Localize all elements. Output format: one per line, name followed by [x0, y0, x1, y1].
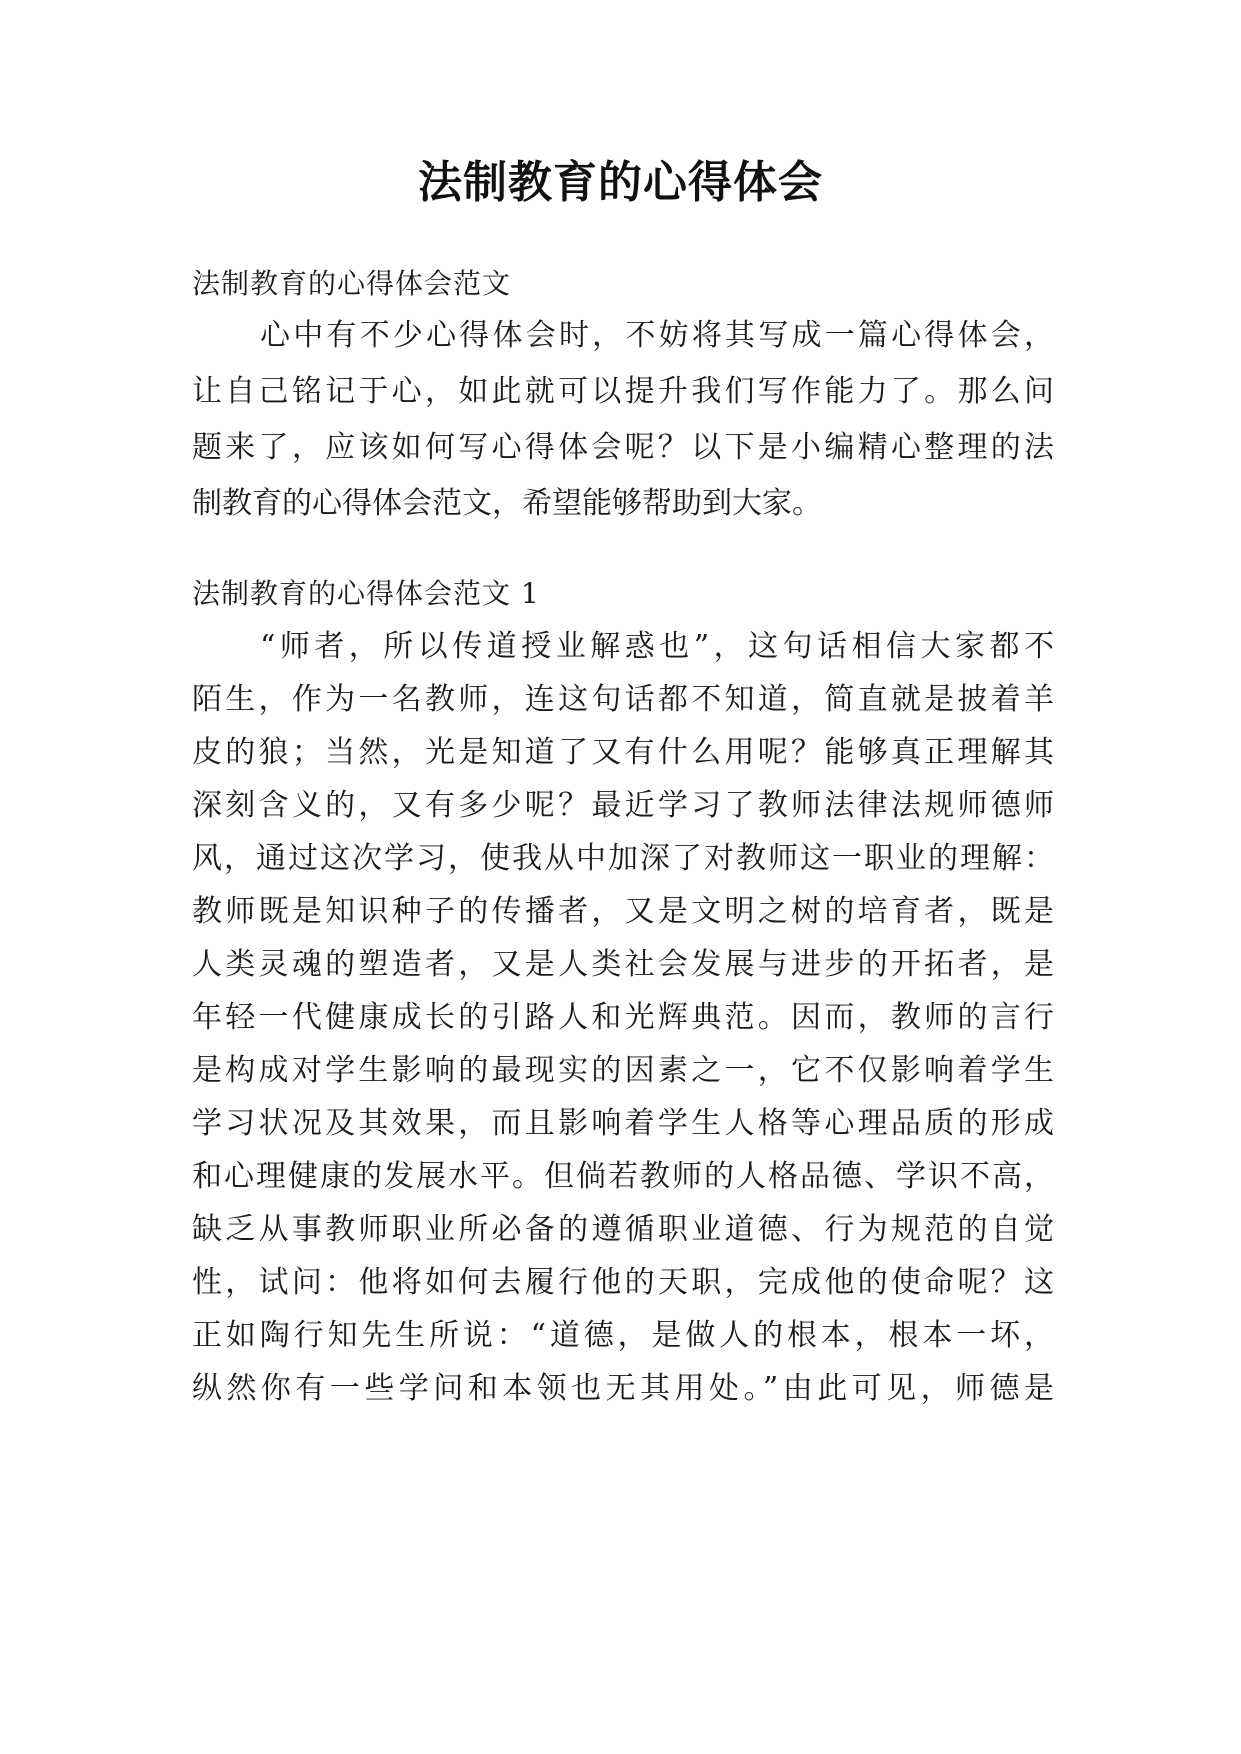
paragraph-line: 深刻含义的，又有多少呢？最近学习了教师法律法规师德师	[192, 788, 1054, 823]
paragraph-line: 制教育的心得体会范文，希望能够帮助到大家。	[192, 486, 822, 521]
paragraph-line: 教师既是知识种子的传播者，又是文明之树的培育者，既是	[192, 894, 1054, 929]
paragraph-line: 缺乏从事教师职业所必备的遵循职业道德、行为规范的自觉	[192, 1212, 1054, 1247]
paragraph-line: 皮的狼；当然，光是知道了又有什么用呢？能够真正理解其	[192, 735, 1054, 770]
paragraph-line: 学习状况及其效果，而且影响着学生人格等心理品质的形成	[192, 1106, 1054, 1141]
paragraph-line: 和心理健康的发展水平。但倘若教师的人格品德、学识不高，	[192, 1159, 1054, 1194]
paragraph-line: 年轻一代健康成长的引路人和光辉典范。因而，教师的言行	[192, 1000, 1054, 1035]
paragraph-line: 心中有不少心得体会时，不妨将其写成一篇心得体会，	[260, 318, 1054, 353]
paragraph-line: 正如陶行知先生所说：“道德，是做人的根本，根本一坏，	[192, 1318, 1054, 1353]
paragraph-line: 陌生，作为一名教师，连这句话都不知道，简直就是披着羊	[192, 682, 1054, 717]
paragraph-line: 让自己铭记于心，如此就可以提升我们写作能力了。那么问	[192, 374, 1054, 409]
paragraph-line: “师者，所以传道授业解惑也”，这句话相信大家都不	[260, 629, 1054, 664]
paragraph-line: 性，试问：他将如何去履行他的天职，完成他的使命呢？这	[192, 1265, 1054, 1300]
paragraph-line: 风，通过这次学习，使我从中加深了对教师这一职业的理解：	[192, 841, 1054, 876]
section1-heading: 法制教育的心得体会范文 1	[192, 577, 540, 610]
paragraph-line: 人类灵魂的塑造者，又是人类社会发展与进步的开拓者，是	[192, 947, 1054, 982]
document-title: 法制教育的心得体会	[418, 157, 823, 208]
intro-heading: 法制教育的心得体会范文	[192, 267, 512, 300]
paragraph-line: 纵然你有一些学问和本领也无其用处。”由此可见，师德是	[192, 1371, 1054, 1406]
paragraph-line: 是构成对学生影响的最现实的因素之一，它不仅影响着学生	[192, 1053, 1054, 1088]
paragraph-line: 题来了，应该如何写心得体会呢？以下是小编精心整理的法	[192, 430, 1054, 465]
